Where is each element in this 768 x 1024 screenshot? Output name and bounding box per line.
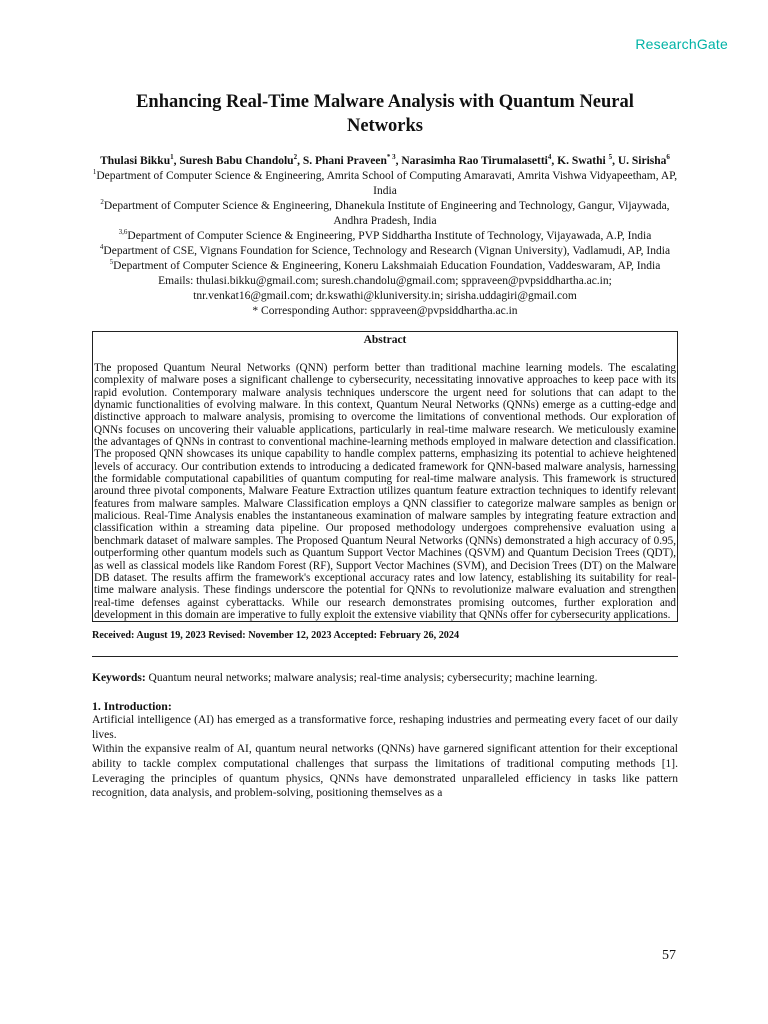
keywords	[92, 671, 678, 685]
emails-line-1: Emails: thulasi.bikku@gmail.com; suresh.chandolu@gmail.com; sppraveen@pvpsiddhartha.ac.in;	[158, 275, 612, 287]
abstract-heading: Abstract	[363, 334, 407, 346]
abstract-text: The proposed Quantum Neural Networks (QNN) perform better than traditional machine learning models. The escalating complexity of malware poses a significant challenge to cybersecurity, necessitating innovative approaches to keep pace with its rapid evolution. Contemporary malware analysis techniques underscore the urgent need for solutions that can adapt to the dynamic functionalities of evolving malware. In this context, Quantum Neural Networks (QNNs) emerge as a cutting-edge and distinctive approach to malware analysis, promising to overcome the limitations of conventional methods. Our exploration of QNNs focuses on uncovering their valuable applications, particularly in real-time malware research. We meticulously examine the advantages of QNNs in contrast to conventional machine-learning methods employed in malware detection and classification. The proposed QNN showcases its unique capability to handle complex patterns, emphasizing its potential to achieve heightened levels of accuracy. Our contribution extends to introducing a dedicated framework for QNN-based malware analysis, harnessing the formidable computational capabilities of quantum computing for real-time malware analysis. This framework is structured around three pivotal components, Malware Feature Extraction utilizes quantum feature extraction techniques to identify relevant features from malware samples. Malware Classification employs a QNN classifier to categorize malware samples as benign or malicious. Real-Time Analysis enables the instantaneous examination of malware samples by integrating feature extraction and classification within a streaming data pipeline. Our proposed methodology undergoes comprehensive evaluation using a benchmark dataset of malware samples. The Proposed Quantum Neural Networks (QNNs) demonstrated a high accuracy of 0.95, outperforming other quantum models such as Quantum Support Vector Machines (QSVM) and Quantum Decision Trees (QDT), as well as classical models like Random Forest (RF), Support Vector Machines (SVM), and Decision Trees (DT) on the Malware DB dataset. The results affirm the framework's exceptional accuracy rates and low latency, establishing its suitability for real-time malware analysis. These findings underscore the potential for QNNs to revolutionize malware evaluation and strengthen real-time defenses against cyberattacks. While our research demonstrates promising outcomes, further exploration and development in this domain are imperative to fully exploit the extensive viability that QNNs offer for cybersecurity applications.	[94, 362, 676, 621]
affiliation	[92, 244, 678, 259]
author-affiliation-marker: * 3	[386, 153, 396, 162]
researchgate-logo[interactable]: ResearchGate	[635, 36, 728, 52]
keywords-label: Keywords:	[92, 672, 146, 685]
abstract-box	[92, 331, 678, 622]
author-separator: ,	[173, 155, 180, 167]
author-name: Suresh Babu Chandolu	[179, 155, 294, 167]
affiliation-marker: 2	[100, 198, 104, 207]
affiliation-marker: 4	[99, 243, 104, 252]
author-separator: ,	[551, 155, 558, 167]
affiliation	[92, 229, 678, 244]
keywords-text: Quantum neural networks; malware analysis; real-time analysis; cybersecurity; machine learning.	[145, 672, 598, 685]
affiliation-text: Department of Computer Science & Engineering, Koneru Lakshmaiah Education Foundation, Vaddeswaram, AP, India	[113, 260, 661, 272]
affiliation-text: Department of CSE, Vignans Foundation for Science, Technology and Research (Vignan University), Vadlamudi, AP, India	[103, 245, 671, 257]
author-affiliation-marker: 2	[293, 153, 298, 162]
author-affiliation-marker: 4	[547, 153, 552, 162]
affiliation	[92, 199, 678, 229]
affiliation-text: Department of Computer Science & Engineering, Amrita School of Computing Amaravati, Amrita Vishwa Vidyapeetham, AP, India	[96, 170, 678, 197]
affiliation-marker: 3,6	[118, 228, 128, 237]
intro-paragraph-2: Within the expansive realm of AI, quantum neural networks (QNNs) have garnered significant attention for their exceptional ability to tackle complex computational challenges that surpass the limitations of traditional computing methods [1]. Leveraging the principles of quantum physics, QNNs have demonstrated unparalleled efficiency in tasks like pattern recognition, data analysis, and problem-solving, positioning themselves as a	[92, 743, 678, 800]
author-name: Thulasi Bikku	[100, 155, 171, 167]
divider	[92, 656, 678, 657]
affiliation	[92, 259, 678, 274]
author-name: K. Swathi	[557, 155, 609, 167]
page-number: 57	[662, 948, 676, 963]
author-name: Narasimha Rao Tirumalasetti	[401, 155, 548, 167]
author-name: U. Sirisha	[617, 155, 667, 167]
author-affiliation-marker: 1	[170, 153, 174, 162]
paper-title: Enhancing Real-Time Malware Analysis with Quantum Neural Networks	[136, 92, 634, 136]
paper-page	[92, 90, 678, 801]
section-heading-introduction: 1. Introduction:	[92, 699, 172, 714]
affiliation-marker: 1	[92, 168, 97, 177]
affiliation	[92, 169, 678, 199]
author-affiliation-marker: 5	[608, 153, 613, 162]
emails-line-2: tnr.venkat16@gmail.com; dr.kswathi@kluniversity.in; sirisha.uddagiri@gmail.com	[193, 290, 577, 302]
author-separator: ,	[612, 155, 618, 167]
intro-paragraph-1: Artificial intelligence (AI) has emerged as a transformative force, reshaping industries and permeating every facet of our daily lives.	[92, 714, 678, 741]
received-dates: Received: August 19, 2023 Revised: November 12, 2023 Accepted: February 26, 2024	[92, 630, 460, 642]
author-name: S. Phani Praveen	[302, 155, 387, 167]
affiliations	[92, 169, 678, 274]
author-list	[92, 154, 678, 169]
author-affiliation-marker: 6	[666, 153, 670, 162]
affiliation-text: Department of Computer Science & Engineering, Dhanekula Institute of Engineering and Technology, Gangur, Vijaywada, Andhra Pradesh, India	[103, 200, 670, 227]
affiliation-marker: 5	[109, 258, 114, 267]
author-separator: ,	[297, 155, 303, 167]
author-separator: ,	[395, 155, 402, 167]
affiliation-text: Department of Computer Science & Engineering, PVP Siddhartha Institute of Technology, Vijayawada, A.P, India	[127, 230, 652, 242]
corresponding-author: * Corresponding Author: sppraveen@pvpsiddhartha.ac.in	[252, 305, 518, 317]
